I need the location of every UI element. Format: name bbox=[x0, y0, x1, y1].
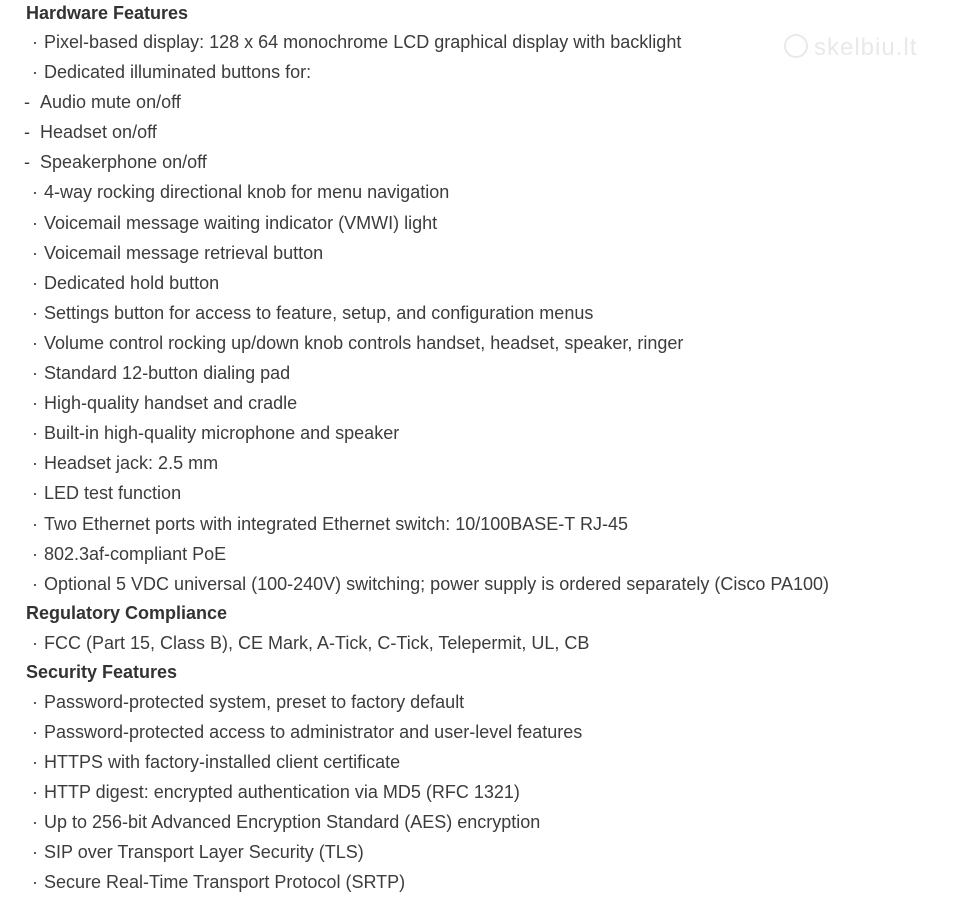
dash-marker: - bbox=[24, 92, 30, 113]
bullet-marker: · bbox=[32, 423, 38, 444]
list-item-text: Password-protected system, preset to factory default bbox=[44, 691, 465, 712]
section-heading-regulatory: Regulatory Compliance bbox=[26, 602, 228, 623]
bullet-marker: · bbox=[32, 513, 38, 534]
list-item-text: Two Ethernet ports with integrated Ethernet switch: 10/100BASE-T RJ-45 bbox=[44, 513, 628, 534]
list-item bbox=[26, 628, 956, 658]
spec-document bbox=[26, 0, 956, 898]
list-item bbox=[26, 867, 956, 897]
bullet-marker: · bbox=[32, 721, 38, 742]
list-item-text: Built-in high-quality microphone and speaker bbox=[44, 423, 400, 444]
bullet-marker: · bbox=[32, 842, 38, 863]
list-item bbox=[26, 717, 956, 747]
regulatory-list bbox=[26, 628, 956, 658]
list-item bbox=[24, 117, 956, 147]
list-item bbox=[26, 298, 956, 328]
list-item bbox=[26, 328, 956, 358]
list-item-text: Standard 12-button dialing pad bbox=[44, 363, 291, 384]
watermark-text: skelbiu.lt bbox=[814, 34, 918, 61]
bullet-marker: · bbox=[32, 62, 38, 83]
list-item-text: FCC (Part 15, Class B), CE Mark, A-Tick, C-Tick, Telepermit, UL, CB bbox=[44, 632, 590, 653]
dash-marker: - bbox=[24, 122, 30, 143]
list-item bbox=[24, 87, 956, 117]
bullet-marker: · bbox=[32, 872, 38, 893]
list-item-text: Settings button for access to feature, setup, and configuration menus bbox=[44, 302, 594, 323]
bullet-marker: · bbox=[32, 632, 38, 653]
list-item-text: High-quality handset and cradle bbox=[44, 393, 298, 414]
list-item-text: Headset on/off bbox=[40, 122, 157, 143]
watermark bbox=[784, 34, 917, 62]
bullet-marker: · bbox=[32, 393, 38, 414]
list-item-text: Secure Real-Time Transport Protocol (SRTP) bbox=[44, 872, 406, 893]
list-item-text: Dedicated hold button bbox=[44, 272, 220, 293]
list-item bbox=[26, 177, 956, 207]
list-item-text: 4-way rocking directional knob for menu navigation bbox=[44, 182, 450, 203]
list-item-text: Pixel-based display: 128 x 64 monochrome LCD graphical display with backlight bbox=[44, 32, 682, 52]
list-item-text: Password-protected access to administrator and user-level features bbox=[44, 721, 583, 742]
bullet-marker: · bbox=[32, 453, 38, 474]
bullet-marker: · bbox=[32, 782, 38, 803]
dash-marker: - bbox=[24, 152, 30, 173]
list-item-text: Dedicated illuminated buttons for: bbox=[44, 62, 312, 83]
list-item-text: Headset jack: 2.5 mm bbox=[44, 453, 219, 474]
list-item-text: Audio mute on/off bbox=[40, 92, 181, 113]
list-item bbox=[26, 418, 956, 448]
list-item-text: HTTPS with factory-installed client certificate bbox=[44, 752, 401, 773]
list-item bbox=[26, 777, 956, 807]
section-heading-hardware: Hardware Features bbox=[26, 3, 189, 23]
bullet-marker: · bbox=[32, 332, 38, 353]
list-item bbox=[26, 478, 956, 508]
list-item bbox=[26, 747, 956, 777]
list-item bbox=[26, 268, 956, 298]
bullet-marker: · bbox=[32, 691, 38, 712]
bullet-marker: · bbox=[32, 242, 38, 263]
bullet-marker: · bbox=[32, 752, 38, 773]
list-item-text: Up to 256-bit Advanced Encryption Standard (AES) encryption bbox=[44, 812, 541, 833]
list-item bbox=[24, 147, 956, 177]
list-item-text: Speakerphone on/off bbox=[40, 152, 207, 173]
list-item bbox=[26, 509, 956, 539]
bullet-marker: · bbox=[32, 543, 38, 564]
list-item bbox=[26, 569, 956, 599]
bullet-marker: · bbox=[32, 182, 38, 203]
list-item-text: 802.3af-compliant PoE bbox=[44, 543, 227, 564]
bullet-marker: · bbox=[32, 573, 38, 594]
list-item-text: Optional 5 VDC universal (100-240V) switching; power supply is ordered separately (Cisco PA100) bbox=[44, 573, 830, 594]
bullet-marker: · bbox=[32, 812, 38, 833]
list-item bbox=[26, 539, 956, 569]
list-item bbox=[26, 807, 956, 837]
list-item-text: Voicemail message waiting indicator (VMWI) light bbox=[44, 212, 438, 233]
security-feature-list bbox=[26, 687, 956, 898]
bullet-marker: · bbox=[32, 483, 38, 504]
list-item bbox=[26, 208, 956, 238]
bullet-marker: · bbox=[32, 363, 38, 384]
list-item-text: SIP over Transport Layer Security (TLS) bbox=[44, 842, 364, 863]
list-item bbox=[26, 687, 956, 717]
list-item-text: Voicemail message retrieval button bbox=[44, 242, 324, 263]
list-item bbox=[26, 837, 956, 867]
list-item bbox=[26, 238, 956, 268]
watermark-logo-icon bbox=[784, 34, 808, 58]
bullet-marker: · bbox=[32, 302, 38, 323]
bullet-marker: · bbox=[32, 272, 38, 293]
list-item bbox=[26, 388, 956, 418]
list-item-text: LED test function bbox=[44, 483, 182, 504]
bullet-marker: · bbox=[32, 32, 38, 52]
section-heading-security: Security Features bbox=[26, 661, 178, 682]
bullet-marker: · bbox=[32, 212, 38, 233]
list-item bbox=[26, 448, 956, 478]
list-item-text: Volume control rocking up/down knob controls handset, headset, speaker, ringer bbox=[44, 332, 684, 353]
hardware-feature-list bbox=[26, 27, 956, 599]
list-item bbox=[26, 358, 956, 388]
list-item-text: HTTP digest: encrypted authentication via MD5 (RFC 1321) bbox=[44, 782, 520, 803]
